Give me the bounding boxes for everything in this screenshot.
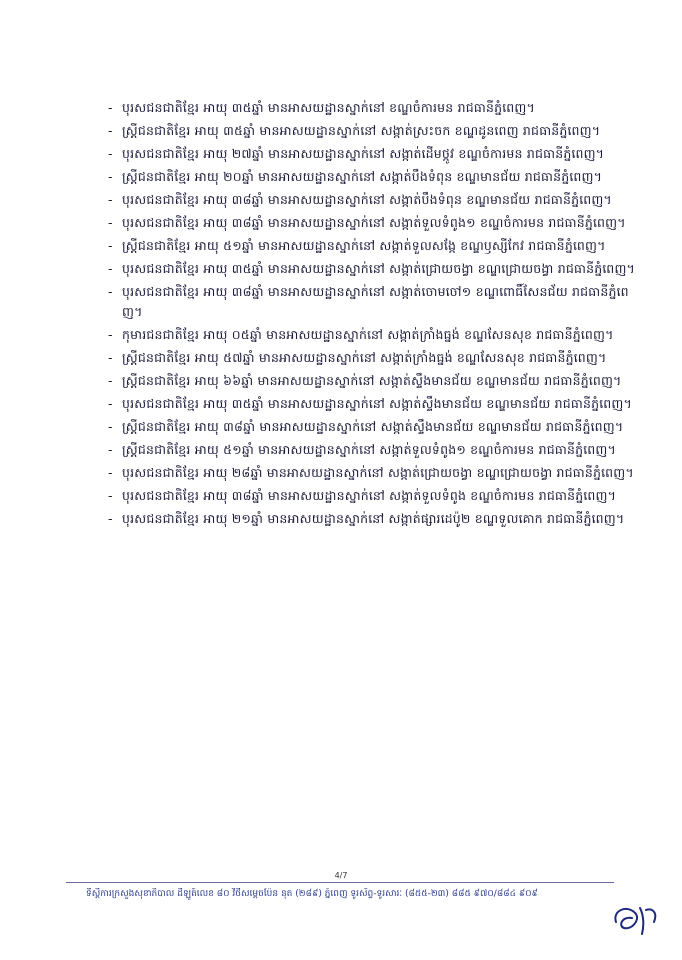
entry-text: ស្ត្រីជនជាតិខ្មែរ អាយុ ៥៧ឆ្នាំ មានអាសយដ្ឋានស្នាក់នៅ សង្កាត់ក្រាំងធ្នង់ ខណ្ឌសែនសុខ រាជធានីភ្នំពេញ។ bbox=[122, 350, 607, 365]
list-item bbox=[108, 417, 638, 437]
footer-divider bbox=[66, 882, 614, 883]
entry-text: ស្ត្រីជនជាតិខ្មែរ អាយុ ៦៦ឆ្នាំ មានអាសយដ្ឋានស្នាក់នៅ សង្កាត់ស្ទឹងមានជ័យ ខណ្ឌមានជ័យ រាជធានីភ្នំពេញ។ bbox=[122, 373, 622, 388]
signature bbox=[610, 900, 664, 938]
bullet-dash: - bbox=[108, 350, 113, 365]
bullet-dash: - bbox=[108, 419, 113, 434]
case-list bbox=[108, 98, 638, 532]
list-item bbox=[108, 394, 638, 414]
entry-text: ស្ត្រីជនជាតិខ្មែរ អាយុ ៥១ឆ្នាំ មានអាសយដ្ឋានស្នាក់នៅ សង្កាត់ទួលសង្កែ ខណ្ឌឫស្សីកែវ រាជធានីភ្នំពេញ។ bbox=[122, 238, 606, 253]
entry-text: ស្ត្រីជនជាតិខ្មែរ អាយុ ៣៥ឆ្នាំ មានអាសយដ្ឋានស្នាក់នៅ សង្កាត់ស្រះចក ខណ្ឌដូនពេញ រាជធានីភ្នំពេញ។ bbox=[122, 123, 601, 138]
bullet-dash: - bbox=[108, 192, 113, 207]
bullet-dash: - bbox=[108, 511, 113, 526]
list-item bbox=[108, 371, 638, 391]
entry-text: បុរសជនជាតិខ្មែរ អាយុ ២៨ឆ្នាំ មានអាសយដ្ឋានស្នាក់នៅ សង្កាត់ជ្រោយចង្វា ខណ្ឌជ្រោយចង្វា រាជធានីភ្នំពេញ។ bbox=[122, 465, 634, 480]
footer-address: ទីស្តីការក្រសួងសុខាភិបាល ដីឡូត៍លេខ ៨០ វិថីសម្តេចប៉ែន នុត (២៨៩) ភ្នំពេញ ទូរស័ព្ទ-ទូរសារៈ (៨៥៥-២៣) ៨៨៥ ៩៧០/៨៨៤ ៩០៩ bbox=[86, 889, 538, 899]
bullet-dash: - bbox=[108, 327, 113, 342]
bullet-dash: - bbox=[108, 465, 113, 480]
bullet-dash: - bbox=[108, 488, 113, 503]
list-item bbox=[108, 463, 638, 483]
list-item bbox=[108, 213, 638, 233]
bullet-dash: - bbox=[108, 238, 113, 253]
list-item bbox=[108, 282, 638, 322]
entry-text: បុរសជនជាតិខ្មែរ អាយុ ៣៨ឆ្នាំ មានអាសយដ្ឋានស្នាក់នៅ សង្កាត់ទួលទំពូង១ ខណ្ឌចំការមន រាជធានីភ្នំពេញ។ bbox=[122, 215, 626, 230]
list-item bbox=[108, 190, 638, 210]
list-item bbox=[108, 440, 638, 460]
bullet-dash: - bbox=[108, 261, 113, 276]
entry-text: ស្ត្រីជនជាតិខ្មែរ អាយុ ២០ឆ្នាំ មានអាសយដ្ឋានស្នាក់នៅ សង្កាត់បឹងទំពុន ខណ្ឌមានជ័យ រាជធានីភ្នំពេញ។ bbox=[122, 169, 603, 184]
bullet-dash: - bbox=[108, 215, 113, 230]
list-item bbox=[108, 325, 638, 345]
entry-text: បុរសជនជាតិខ្មែរ អាយុ ៣៥ឆ្នាំ មានអាសយដ្ឋានស្នាក់នៅ ខណ្ឌចំការមន រាជធានីភ្នំពេញ។ bbox=[122, 100, 535, 115]
list-item bbox=[108, 98, 638, 118]
entry-text: បុរសជនជាតិខ្មែរ អាយុ ២៧ឆ្នាំ មានអាសយដ្ឋានស្នាក់នៅ សង្កាត់ដើមថ្កូវ ខណ្ឌចំការមន រាជធានីភ្នំពេញ។ bbox=[122, 146, 605, 161]
bullet-dash: - bbox=[108, 284, 113, 299]
entry-text: បុរសជនជាតិខ្មែរ អាយុ ៣៨ឆ្នាំ មានអាសយដ្ឋានស្នាក់នៅ សង្កាត់ទួលទំពូង ខណ្ឌចំការមន រាជធានីភ្នំពេញ។ bbox=[122, 488, 617, 503]
bullet-dash: - bbox=[108, 442, 113, 457]
entry-text: កុមារជនជាតិខ្មែរ អាយុ ០៥ឆ្នាំ មានអាសយដ្ឋានស្នាក់នៅ សង្កាត់ក្រាំងធ្នង់ ខណ្ឌសែនសុខ រាជធានីភ្នំពេញ។ bbox=[122, 327, 614, 342]
entry-text: ស្ត្រីជនជាតិខ្មែរ អាយុ ៣៨ឆ្នាំ មានអាសយដ្ឋានស្នាក់នៅ សង្កាត់ស្ទឹងមានជ័យ ខណ្ឌមានជ័យ រាជធានីភ្នំពេញ។ bbox=[122, 419, 624, 434]
list-item bbox=[108, 144, 638, 164]
bullet-dash: - bbox=[108, 169, 113, 184]
list-item bbox=[108, 509, 638, 529]
bullet-dash: - bbox=[108, 100, 113, 115]
list-item bbox=[108, 486, 638, 506]
entry-text: បុរសជនជាតិខ្មែរ អាយុ ៣៥ឆ្នាំ មានអាសយដ្ឋានស្នាក់នៅ សង្កាត់ស្ទឹងមានជ័យ ខណ្ឌមានជ័យ រាជធានីភ្នំពេញ។ bbox=[122, 396, 632, 411]
bullet-dash: - bbox=[108, 146, 113, 161]
entry-text: បុរសជនជាតិខ្មែរ អាយុ ៣៥ឆ្នាំ មានអាសយដ្ឋានស្នាក់នៅ សង្កាត់ជ្រោយចង្វា ខណ្ឌជ្រោយចង្វា រាជធានីភ្នំពេញ។ bbox=[122, 261, 635, 276]
bullet-dash: - bbox=[108, 373, 113, 388]
list-item bbox=[108, 259, 638, 279]
list-item bbox=[108, 236, 638, 256]
page-number: 4/7 bbox=[334, 871, 348, 880]
entry-text: បុរសជនជាតិខ្មែរ អាយុ ៣៨ឆ្នាំ មានអាសយដ្ឋានស្នាក់នៅ សង្កាត់បឹងទំពុន ខណ្ឌមានជ័យ រាជធានីភ្នំពេញ។ bbox=[122, 192, 612, 207]
bullet-dash: - bbox=[108, 123, 113, 138]
entry-text: ស្ត្រីជនជាតិខ្មែរ អាយុ ៥១ឆ្នាំ មានអាសយដ្ឋានស្នាក់នៅ សង្កាត់ទួលទំពូង១ ខណ្ឌចំការមន រាជធានីភ្នំពេញ។ bbox=[122, 442, 616, 457]
list-item bbox=[108, 348, 638, 368]
list-item bbox=[108, 121, 638, 141]
bullet-dash: - bbox=[108, 396, 113, 411]
entry-text: បុរសជនជាតិខ្មែរ អាយុ ៣៨ឆ្នាំ មានអាសយដ្ឋានស្នាក់នៅ សង្កាត់ចោមចៅ១ ខណ្ឌពោធិ៍សែនជ័យ រាជធានីភ្នំពេញ។ bbox=[122, 284, 629, 319]
entry-text: បុរសជនជាតិខ្មែរ អាយុ ២១ឆ្នាំ មានអាសយដ្ឋានស្នាក់នៅ សង្កាត់ផ្សារដេប៉ូ២ ខណ្ឌទួលគោក រាជធានីភ្នំពេញ។ bbox=[122, 511, 625, 526]
list-item bbox=[108, 167, 638, 187]
